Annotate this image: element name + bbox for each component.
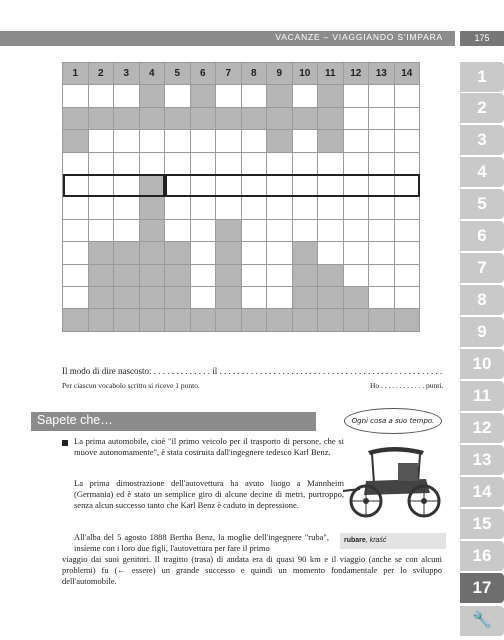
shaded-cell xyxy=(267,130,293,152)
answer-cell[interactable] xyxy=(63,219,89,241)
answer-cell[interactable] xyxy=(369,107,395,129)
shaded-cell xyxy=(267,107,293,129)
shaded-cell xyxy=(216,242,242,264)
chapter-tab-12[interactable]: 12 xyxy=(460,413,504,443)
answer-cell[interactable] xyxy=(114,130,140,152)
answer-cell[interactable] xyxy=(369,264,395,286)
shaded-cell xyxy=(114,242,140,264)
answer-cell[interactable] xyxy=(369,130,395,152)
answer-cell[interactable] xyxy=(190,219,216,241)
answer-cell[interactable] xyxy=(292,219,318,241)
column-number: 4 xyxy=(139,63,165,85)
answer-cell[interactable] xyxy=(394,152,420,174)
shaded-cell xyxy=(114,286,140,308)
answer-cell[interactable] xyxy=(216,197,242,219)
hidden-phrase-line: Il modo di dire nascosto: . . . . . . . . . . . . . il . . . . . . . . . . . . . . . . . . . . . . . . . . . . . . . . . . . . . . . . . . . . . . . . . . xyxy=(62,366,443,376)
grid-row xyxy=(63,130,420,152)
answer-cell[interactable] xyxy=(394,242,420,264)
column-number: 1 xyxy=(63,63,89,85)
answer-cell[interactable] xyxy=(190,286,216,308)
shaded-cell xyxy=(292,264,318,286)
answer-cell[interactable] xyxy=(318,219,344,241)
answer-cell[interactable] xyxy=(267,242,293,264)
shaded-cell xyxy=(114,107,140,129)
answer-cell[interactable] xyxy=(369,242,395,264)
header-bar xyxy=(0,31,455,46)
chapter-tab-5[interactable]: 5 xyxy=(460,189,504,219)
shaded-cell xyxy=(165,242,191,264)
shaded-cell xyxy=(139,286,165,308)
shaded-cell xyxy=(241,309,267,331)
answer-cell[interactable] xyxy=(241,286,267,308)
shaded-cell xyxy=(139,264,165,286)
answer-cell[interactable] xyxy=(216,130,242,152)
shaded-cell xyxy=(343,309,369,331)
header-title: VACANZE – VIAGGIANDO S'IMPARA xyxy=(275,32,443,42)
answer-cell[interactable] xyxy=(63,242,89,264)
answer-cell[interactable] xyxy=(369,85,395,107)
shaded-cell xyxy=(139,197,165,219)
chapter-tab-3[interactable]: 3 xyxy=(460,125,504,155)
answer-cell[interactable] xyxy=(343,197,369,219)
grid-row xyxy=(63,152,420,174)
shaded-cell xyxy=(318,85,344,107)
answer-cell[interactable] xyxy=(63,197,89,219)
column-number: 11 xyxy=(318,63,344,85)
grid-row xyxy=(63,264,420,286)
chapter-tab-2[interactable]: 2 xyxy=(460,93,504,123)
column-number: 12 xyxy=(343,63,369,85)
chapter-tab-1[interactable]: 1 xyxy=(460,62,504,92)
glossary-translation: kraść xyxy=(369,537,387,544)
answer-cell[interactable] xyxy=(241,130,267,152)
shaded-cell xyxy=(88,242,114,264)
shaded-cell xyxy=(267,309,293,331)
answer-cell[interactable] xyxy=(241,197,267,219)
chapter-tab-4[interactable]: 4 xyxy=(460,157,504,187)
shaded-cell xyxy=(216,107,242,129)
answer-cell[interactable] xyxy=(318,242,344,264)
score-line: Ho . . . . . . . . . . . . punti. xyxy=(370,381,444,390)
chapter-tab-10[interactable]: 10 xyxy=(460,349,504,379)
answer-cell[interactable] xyxy=(369,174,395,196)
answer-cell[interactable] xyxy=(63,85,89,107)
answer-cell[interactable] xyxy=(190,242,216,264)
answer-cell[interactable] xyxy=(267,197,293,219)
glossary-box: rubare, kraść xyxy=(340,533,446,549)
answer-cell[interactable] xyxy=(394,219,420,241)
answer-cell[interactable] xyxy=(343,107,369,129)
answer-cell[interactable] xyxy=(63,264,89,286)
grid-row xyxy=(63,309,420,331)
shaded-cell xyxy=(318,107,344,129)
answer-cell[interactable] xyxy=(88,85,114,107)
answer-cell[interactable] xyxy=(190,197,216,219)
answer-cell[interactable] xyxy=(369,152,395,174)
answer-cell[interactable] xyxy=(292,197,318,219)
answer-cell[interactable] xyxy=(63,152,89,174)
column-number: 8 xyxy=(241,63,267,85)
answer-cell[interactable] xyxy=(318,152,344,174)
answer-cell[interactable] xyxy=(114,197,140,219)
shaded-cell xyxy=(139,107,165,129)
answer-cell[interactable] xyxy=(394,286,420,308)
shaded-cell xyxy=(114,309,140,331)
shaded-cell xyxy=(241,107,267,129)
answer-cell[interactable] xyxy=(369,286,395,308)
answer-cell[interactable] xyxy=(394,264,420,286)
answer-cell[interactable] xyxy=(241,174,267,196)
column-number: 13 xyxy=(369,63,395,85)
shaded-cell xyxy=(216,219,242,241)
answer-cell[interactable] xyxy=(114,152,140,174)
column-number: 2 xyxy=(88,63,114,85)
answer-cell[interactable] xyxy=(267,219,293,241)
shaded-cell xyxy=(88,107,114,129)
answer-cell[interactable] xyxy=(241,264,267,286)
answer-cell[interactable] xyxy=(139,152,165,174)
shaded-cell xyxy=(165,286,191,308)
bullet-marker xyxy=(62,440,68,446)
answer-cell[interactable] xyxy=(165,85,191,107)
section-title: Sapete che… xyxy=(37,413,113,427)
shaded-cell xyxy=(165,309,191,331)
answer-cell[interactable] xyxy=(267,286,293,308)
answer-cell[interactable] xyxy=(292,174,318,196)
answer-cell[interactable] xyxy=(343,264,369,286)
shaded-cell xyxy=(394,309,420,331)
grid-row xyxy=(63,242,420,264)
shaded-cell xyxy=(88,286,114,308)
speech-bubble: Ogni cosa a suo tempo. xyxy=(344,408,442,434)
shaded-cell xyxy=(139,85,165,107)
answer-cell[interactable] xyxy=(190,130,216,152)
shaded-cell xyxy=(114,264,140,286)
answer-cell[interactable] xyxy=(216,152,242,174)
answer-cell[interactable] xyxy=(114,85,140,107)
vintage-car-icon xyxy=(338,443,450,523)
column-number: 14 xyxy=(394,63,420,85)
answer-cell[interactable] xyxy=(63,286,89,308)
answer-cell[interactable] xyxy=(241,219,267,241)
section-heading xyxy=(31,412,316,431)
answer-cell[interactable] xyxy=(165,197,191,219)
shaded-cell xyxy=(292,107,318,129)
answer-cell[interactable] xyxy=(216,85,242,107)
shaded-cell xyxy=(318,309,344,331)
answer-cell[interactable] xyxy=(292,130,318,152)
answer-cell[interactable] xyxy=(88,130,114,152)
grid-row xyxy=(63,107,420,129)
answer-cell[interactable] xyxy=(165,219,191,241)
shaded-cell xyxy=(190,85,216,107)
answer-cell[interactable] xyxy=(190,152,216,174)
chapter-tab-11[interactable]: 11 xyxy=(460,381,504,411)
answer-cell[interactable] xyxy=(114,219,140,241)
chapter-tabs xyxy=(460,46,504,640)
answer-cell[interactable] xyxy=(394,107,420,129)
answer-cell[interactable] xyxy=(394,85,420,107)
shaded-cell xyxy=(139,309,165,331)
shaded-cell xyxy=(292,286,318,308)
chapter-tab-17[interactable]: 17 xyxy=(460,573,504,603)
shaded-cell xyxy=(165,107,191,129)
paragraph-1: La prima automobile, cioè "il primo veicolo per il trasporto di persone, che si muove autonomamente", è stata costruita dall'ingegnere tedesco Karl Benz. xyxy=(74,436,344,458)
shaded-cell xyxy=(216,286,242,308)
answer-cell[interactable] xyxy=(114,174,140,196)
shaded-cell xyxy=(190,309,216,331)
chapter-tab-13[interactable]: 13 xyxy=(460,445,504,475)
column-number: 3 xyxy=(114,63,140,85)
answer-cell[interactable] xyxy=(190,174,216,196)
grid-row xyxy=(63,197,420,219)
chapter-tab-14[interactable]: 14 xyxy=(460,477,504,507)
chapter-tab-6[interactable]: 6 xyxy=(460,221,504,251)
shaded-cell xyxy=(267,85,293,107)
answer-cell[interactable] xyxy=(165,130,191,152)
shaded-cell xyxy=(63,107,89,129)
answer-cell[interactable] xyxy=(394,174,420,196)
chapter-tab-8[interactable]: 8 xyxy=(460,285,504,315)
chapter-tab-9[interactable]: 9 xyxy=(460,317,504,347)
answer-cell[interactable] xyxy=(318,174,344,196)
shaded-cell xyxy=(63,130,89,152)
shaded-cell xyxy=(139,242,165,264)
shaded-cell xyxy=(318,264,344,286)
answer-cell[interactable] xyxy=(267,264,293,286)
shaded-cell xyxy=(216,309,242,331)
grid-row xyxy=(63,286,420,308)
answer-cell[interactable] xyxy=(369,197,395,219)
shaded-cell xyxy=(63,309,89,331)
answer-cell[interactable] xyxy=(139,130,165,152)
answer-cell[interactable] xyxy=(63,174,89,196)
shaded-cell xyxy=(318,286,344,308)
page-number: 175 xyxy=(460,31,504,46)
answer-cell[interactable] xyxy=(267,174,293,196)
shaded-cell xyxy=(88,264,114,286)
shaded-cell xyxy=(139,174,165,196)
chapter-tab-16[interactable]: 16 xyxy=(460,541,504,571)
shaded-cell xyxy=(190,107,216,129)
shaded-cell xyxy=(343,286,369,308)
shaded-cell xyxy=(292,309,318,331)
glossary-word: rubare xyxy=(344,537,366,544)
answer-cell[interactable] xyxy=(88,219,114,241)
shaded-cell xyxy=(318,130,344,152)
grid-row xyxy=(63,85,420,107)
answer-cell[interactable] xyxy=(267,152,293,174)
answer-cell[interactable] xyxy=(343,85,369,107)
answer-cell[interactable] xyxy=(343,219,369,241)
paragraph-3a: All'alba del 5 agosto 1888 Bertha Benz, la moglie dell'ingegnere "ruba", insieme con i loro due figli, l'autovettura per fare il primo xyxy=(74,532,329,554)
answer-cell[interactable] xyxy=(369,219,395,241)
answer-cell[interactable] xyxy=(216,174,242,196)
answer-cell[interactable] xyxy=(88,174,114,196)
grid-row xyxy=(63,174,420,196)
column-number: 10 xyxy=(292,63,318,85)
column-number: 6 xyxy=(190,63,216,85)
paragraph-3b: viaggio dai suoi genitori. Il tragitto (trasa) di andata era di quasi 90 km e il viaggio (anche se con alcuni problemi) fu (← essere) un grande successo e quindi un momento fondamentale per lo sviluppo dell'automobile. xyxy=(62,554,442,587)
paragraph-2: La prima dimostrazione dell'autovettura ha avuto luogo a Mannheim (Germania) ed è stato un semplice giro di alcune decine di metri, purtroppo, senza alcun successo tanto che Karl Benz è caduto in depressione. xyxy=(74,478,344,511)
column-number: 7 xyxy=(216,63,242,85)
shaded-cell xyxy=(139,219,165,241)
answer-cell[interactable] xyxy=(190,264,216,286)
chapter-tab-15[interactable]: 15 xyxy=(460,509,504,539)
answer-cell[interactable] xyxy=(241,85,267,107)
column-number: 9 xyxy=(267,63,293,85)
answer-cell[interactable] xyxy=(165,152,191,174)
chapter-tab-7[interactable]: 7 xyxy=(460,253,504,283)
shaded-cell xyxy=(292,242,318,264)
answer-cell[interactable] xyxy=(292,152,318,174)
answer-cell[interactable] xyxy=(394,197,420,219)
shaded-cell xyxy=(216,264,242,286)
scoring-note: Per ciascun vocabolo scritto si riceve 1 punto. xyxy=(62,381,200,390)
grid-header-row xyxy=(63,63,420,85)
answer-cell[interactable] xyxy=(343,130,369,152)
answer-cell[interactable] xyxy=(318,197,344,219)
answer-cell[interactable] xyxy=(241,152,267,174)
answer-cell[interactable] xyxy=(343,174,369,196)
answer-cell[interactable] xyxy=(343,152,369,174)
crossword-grid xyxy=(62,62,420,332)
shaded-cell xyxy=(369,309,395,331)
shaded-cell xyxy=(88,309,114,331)
wrench-icon[interactable]: 🔧 xyxy=(460,606,504,636)
answer-cell[interactable] xyxy=(241,242,267,264)
column-number: 5 xyxy=(165,63,191,85)
shaded-cell xyxy=(165,264,191,286)
grid-row xyxy=(63,219,420,241)
answer-cell[interactable] xyxy=(343,242,369,264)
answer-cell[interactable] xyxy=(394,130,420,152)
answer-cell[interactable] xyxy=(165,174,191,196)
answer-cell[interactable] xyxy=(88,152,114,174)
answer-cell[interactable] xyxy=(88,197,114,219)
answer-cell[interactable] xyxy=(292,85,318,107)
